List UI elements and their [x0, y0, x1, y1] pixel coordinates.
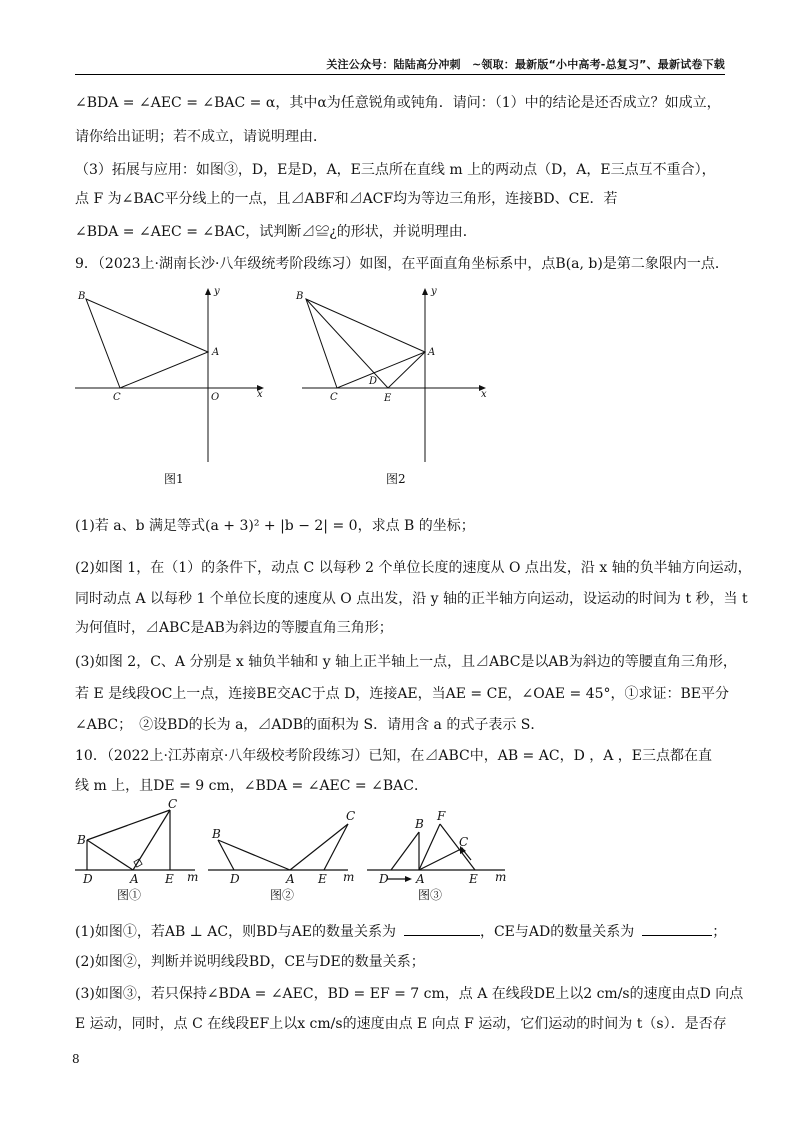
segment-ab [87, 840, 133, 870]
arrow-right-icon [405, 876, 412, 882]
label-c: C [168, 797, 178, 811]
y-axis-arrow-icon [422, 288, 428, 295]
label-e: E [384, 393, 392, 404]
label-y: y [214, 286, 220, 297]
segment-fe [440, 824, 475, 870]
text-line: 线 m 上，且DE = 9 cm，∠BDA = ∠AEC = ∠BAC． [75, 778, 428, 794]
label-b: B [415, 817, 424, 831]
text-line: （3）拓展与应用：如图③，D，E是D，A，E三点所在直线 m 上的两动点（D，A，E三点互不重合）， [75, 162, 716, 178]
segment-ce [324, 824, 348, 870]
header-rule [75, 74, 725, 75]
figure-2 [292, 282, 492, 492]
text-line: ∠ABC； ②设BD的长为 a，⊿ADB的面积为 S．请用含 a 的式子表示 S． [75, 717, 545, 733]
question-10-part-3: (3)如图③，若只保持∠BDA = ∠AEC，BD = EF = 7 cm，点 A 在线段DE上以2 cm/s的速度由点D 向点 [75, 986, 744, 1002]
label-x: x [481, 389, 487, 400]
segment-ac [290, 824, 348, 870]
figure-10-3-caption: 图③ [418, 888, 443, 902]
text-line: ∠BDA = ∠AEC = ∠BAC = α，其中α为任意锐角或钝角．请问：（1）中的结论是还否成立？如成立， [75, 95, 721, 111]
segment-bd [391, 832, 419, 870]
page-header: 关注公众号：陆陆高分冲刺 ~领取：最新版“小中高考-总复习”、最新试卷下载 [326, 58, 725, 71]
figure-10-2-caption: 图② [270, 888, 295, 902]
label-b: B [78, 291, 86, 302]
label-c: C [113, 392, 121, 403]
text-line: E 运动，同时，点 C 在线段EF上以x cm/s的速度由点 E 向点 F 运动，它们运动的时间为 t（s）．是否存 [75, 1016, 727, 1032]
figure-10-2 [208, 800, 358, 895]
label-f: F [437, 809, 446, 823]
triangle-abc [306, 299, 425, 388]
label-a: A [286, 872, 295, 886]
label-a: A [130, 872, 139, 886]
label-a: A [212, 347, 220, 358]
label-c: C [459, 835, 469, 849]
label-y: y [431, 286, 437, 297]
label-a: A [416, 872, 425, 886]
label-m: m [495, 870, 507, 884]
figure-1 [75, 282, 275, 492]
label-m: m [187, 870, 199, 884]
label-e: E [165, 872, 174, 886]
question-10-part-2: (2)如图②，判断并说明线段BD，CE与DE的数量关系； [75, 954, 425, 970]
question-10-part-1 [75, 921, 725, 942]
figure-10-3 [367, 800, 517, 895]
q10-1-text-c: ； [712, 924, 727, 940]
label-b: B [212, 827, 221, 841]
text-line: 若 E 是线段OC上一点，连接BE交AC于点 D，连接AE，当AE = CE，∠OAE = 45°，①求证：BE平分 [75, 686, 730, 702]
label-d: D [369, 376, 378, 387]
text-line: 为何值时，⊿ABC是AB为斜边的等腰直角三角形； [75, 620, 393, 636]
segment-bd [218, 840, 234, 870]
question-9-part-3: (3)如图 2，C、A 分别是 x 轴负半轴和 y 轴上正半轴上一点，且⊿ABC是以AB为斜边的等腰直角三角形， [75, 654, 737, 670]
label-d: D [83, 872, 93, 886]
label-e: E [469, 872, 478, 886]
segment-ae [388, 352, 425, 388]
question-9-stem: 9．（2023上·湖南长沙·八年级统考阶段练习）如图，在平面直角坐标系中，点B(a, b)是第二象限内一点． [75, 256, 729, 272]
text-line: 同时动点 A 以每秒 1 个单位长度的速度从 O 点出发，沿 y 轴的正半轴方向运动，设运动的时间为 t 秒，当 t [75, 591, 748, 607]
triangle-abc [86, 299, 208, 388]
text-line: 请你给出证明；若不成立，请说明理由． [75, 129, 327, 145]
label-c: C [346, 809, 356, 823]
label-d: D [230, 872, 240, 886]
question-10-stem: 10．（2022上·江苏南京·八年级校考阶段练习）已知，在⊿ABC中，AB = AC，D ，A ，E三点都在直 [75, 748, 713, 764]
q10-1-text-a: (1)如图①，若AB ⊥ AC，则BD与AE的数量关系为 [75, 924, 396, 940]
label-m: m [343, 870, 355, 884]
segment-ac [419, 848, 463, 870]
answer-blank-2[interactable] [642, 921, 712, 936]
label-o: O [211, 392, 220, 403]
segment-be [306, 299, 388, 388]
segment-ab [218, 840, 290, 870]
figure-2-caption: 图2 [386, 472, 406, 486]
figure-10-1 [75, 797, 205, 895]
label-a: A [428, 347, 436, 358]
y-axis-arrow-icon [205, 288, 211, 295]
q10-1-text-b: ，CE与AD的数量关系为 [479, 924, 635, 940]
segment-bc [87, 810, 170, 840]
question-9-part-1: (1)若 a、b 满足等式(a + 3)² + |b − 2| = 0，求点 B 的坐标； [75, 518, 475, 534]
text-line: ∠BDA = ∠AEC = ∠BAC，试判断⊿≌¿的形状，并说明理由． [75, 224, 477, 240]
text-line: 点 F 为∠BAC平分线上的一点，且⊿ABF和⊿ACF均为等边三角形，连接BD、CE．若 [75, 191, 618, 207]
label-x: x [257, 389, 263, 400]
answer-blank-1[interactable] [404, 921, 480, 936]
question-9-part-2: (2)如图 1，在（1）的条件下，动点 C 以每秒 2 个单位长度的速度从 O 点出发，沿 x 轴的负半轴方向运动， [75, 560, 752, 576]
label-b: B [77, 833, 86, 847]
figure-10-1-caption: 图① [117, 888, 142, 902]
segment-ac [133, 810, 170, 870]
label-d: D [379, 872, 389, 886]
figure-1-caption: 图1 [164, 472, 184, 486]
page-number: 8 [72, 1052, 80, 1066]
label-b: B [296, 291, 304, 302]
label-c: C [330, 392, 338, 403]
label-e: E [318, 872, 327, 886]
